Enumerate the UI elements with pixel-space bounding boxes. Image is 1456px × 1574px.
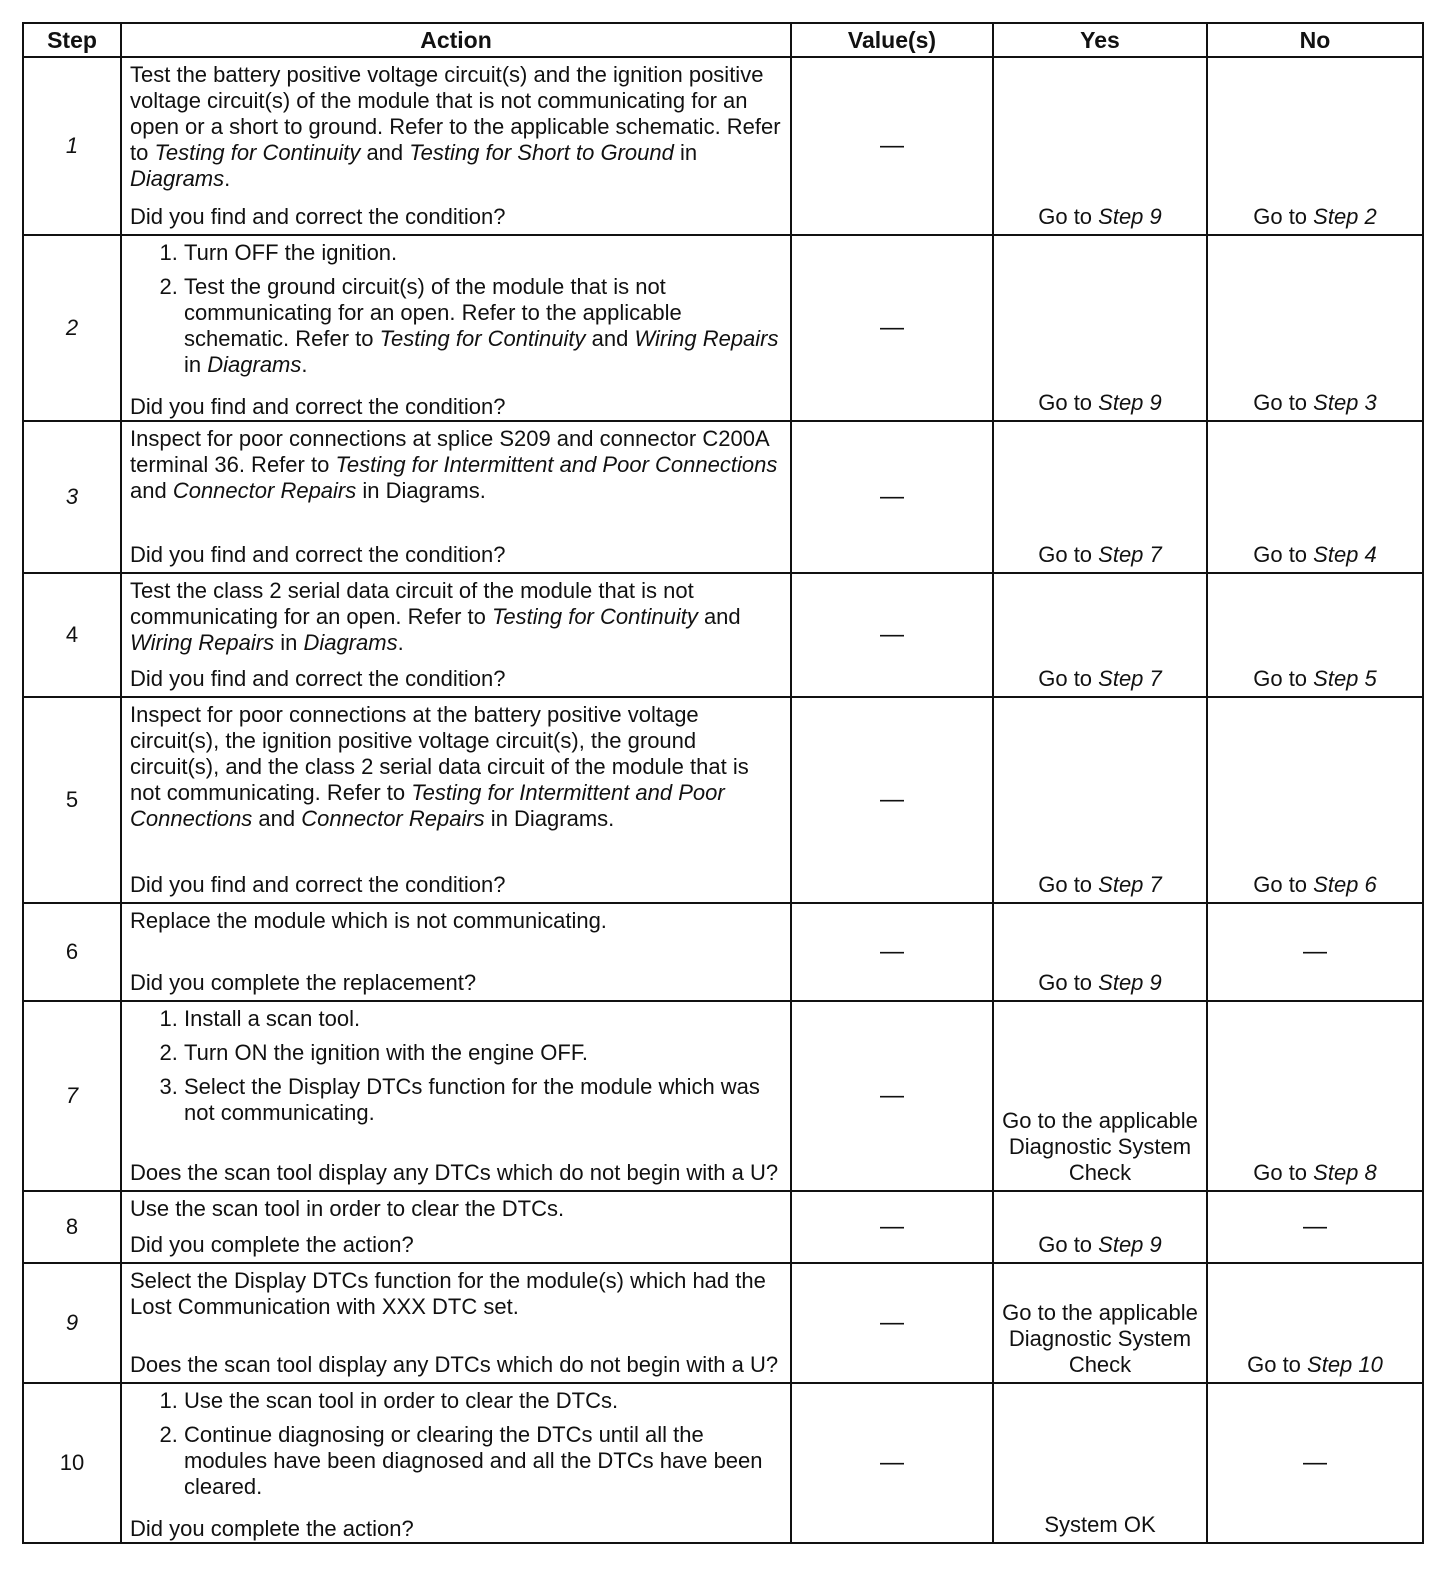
- table-row: [23, 1263, 1423, 1383]
- text: and: [360, 140, 410, 165]
- action-cell: [121, 697, 791, 903]
- diagnostic-table: [22, 22, 1424, 1544]
- action-question: [130, 394, 784, 420]
- text: Use the scan tool in order to clear the DTCs.: [130, 1196, 565, 1221]
- step-number: 3: [23, 421, 121, 573]
- text: System OK: [1044, 1512, 1156, 1537]
- step-number: 10: [23, 1383, 121, 1543]
- text: Did you complete the action?: [130, 1232, 414, 1257]
- text: Go to: [1253, 666, 1314, 691]
- yes-cell: [993, 573, 1207, 697]
- action-step-item: [184, 1422, 784, 1500]
- value-cell: —: [791, 1001, 993, 1191]
- action-cell: [121, 1191, 791, 1263]
- text: .: [397, 630, 404, 655]
- italic-text: Testing for Intermittent and Poor Connections: [335, 452, 778, 477]
- text: in: [673, 140, 698, 165]
- italic-text: Step 9: [1098, 204, 1162, 229]
- action-question: [130, 204, 784, 230]
- italic-text: Step 2: [1313, 204, 1377, 229]
- table-row: [23, 903, 1423, 1001]
- header-no: No: [1207, 23, 1423, 57]
- italic-text: Connector Repairs: [172, 478, 357, 503]
- no-cell: [1207, 1001, 1423, 1191]
- yes-cell: [993, 1001, 1207, 1191]
- text: Did you find and correct the condition?: [130, 666, 506, 691]
- table-row: [23, 1383, 1423, 1543]
- text: Did you find and correct the condition?: [130, 542, 506, 567]
- text: Go to: [1038, 666, 1099, 691]
- no-cell: [1207, 57, 1423, 235]
- step-number: 7: [23, 1001, 121, 1191]
- no-cell: [1207, 235, 1423, 421]
- italic-text: Testing for Short to Ground: [409, 140, 674, 165]
- text: Select the Display DTCs function for the module(s) which had the Lost Communication with XXX DTC set.: [130, 1268, 766, 1319]
- italic-text: Step 6: [1313, 872, 1377, 897]
- action-cell: [121, 57, 791, 235]
- action-instruction: [130, 62, 784, 192]
- text: Replace the module which is not communicating.: [130, 908, 607, 933]
- text: in Diagrams.: [484, 806, 615, 831]
- text: Did you complete the action?: [130, 1516, 414, 1541]
- text: Test the ground circuit(s) of the module that is not communicating for an open. Refer to the applicable schematic. Refer to: [184, 274, 682, 351]
- italic-text: Step 5: [1313, 666, 1377, 691]
- diagnostic-table-page: [22, 22, 1422, 1544]
- italic-text: Diagrams: [130, 166, 225, 191]
- text: Go to: [1253, 204, 1314, 229]
- italic-text: Step 9: [1098, 970, 1162, 995]
- text: Go to: [1247, 1352, 1308, 1377]
- table-row: [23, 421, 1423, 573]
- action-cell: [121, 1001, 791, 1191]
- text: Test the battery positive voltage circuit(s) and the ignition positive voltage circuit(s) of the module that is not communicating for an open or a short to ground. Refer to the applicable schematic. Refer to: [130, 62, 781, 165]
- table-row: [23, 1001, 1423, 1191]
- header-values: Value(s): [791, 23, 993, 57]
- text: and: [585, 326, 635, 351]
- table-body: [23, 57, 1423, 1543]
- yes-cell: [993, 1263, 1207, 1383]
- text: Install a scan tool.: [184, 1006, 361, 1031]
- action-question: [130, 872, 784, 898]
- text: Continue diagnosing or clearing the DTCs until all the modules have been diagnosed and all the DTCs have been cleared.: [184, 1422, 763, 1499]
- text: Go to: [1038, 542, 1099, 567]
- italic-text: Step 3: [1313, 390, 1377, 415]
- italic-text: Step 7: [1098, 542, 1162, 567]
- step-number: 1: [23, 57, 121, 235]
- text: Did you find and correct the condition?: [130, 204, 506, 229]
- text: Turn OFF the ignition.: [184, 240, 398, 265]
- text: Did you find and correct the condition?: [130, 394, 506, 419]
- text: Did you complete the replacement?: [130, 970, 477, 995]
- action-cell: [121, 421, 791, 573]
- value-cell: —: [791, 903, 993, 1001]
- text: Go to: [1038, 204, 1099, 229]
- action-question: [130, 1352, 784, 1378]
- action-instruction: [130, 702, 784, 832]
- action-step-item: [184, 1388, 784, 1414]
- yes-cell: [993, 421, 1207, 573]
- header-row: [23, 23, 1423, 57]
- italic-text: Step 9: [1098, 1232, 1162, 1257]
- table-row: [23, 57, 1423, 235]
- action-cell: [121, 573, 791, 697]
- no-cell: [1207, 421, 1423, 573]
- table-row: [23, 697, 1423, 903]
- action-instruction: [130, 1196, 784, 1222]
- value-cell: —: [791, 1191, 993, 1263]
- text: in Diagrams.: [356, 478, 486, 503]
- italic-text: Testing for Continuity: [154, 140, 361, 165]
- value-cell: —: [791, 421, 993, 573]
- italic-text: Connector Repairs: [301, 806, 485, 831]
- value-cell: —: [791, 573, 993, 697]
- action-step-item: [184, 1074, 784, 1126]
- text: Does the scan tool display any DTCs which do not begin with a U?: [130, 1160, 779, 1185]
- text: Use the scan tool in order to clear the DTCs.: [184, 1388, 619, 1413]
- italic-text: Step 9: [1098, 390, 1162, 415]
- italic-text: Step 8: [1313, 1160, 1377, 1185]
- text: Go to: [1038, 872, 1099, 897]
- no-cell: —: [1207, 903, 1423, 1001]
- italic-text: Testing for Continuity: [379, 326, 586, 351]
- step-number: 6: [23, 903, 121, 1001]
- action-question: [130, 970, 784, 996]
- no-cell: [1207, 573, 1423, 697]
- table-row: [23, 573, 1423, 697]
- yes-cell: [993, 1191, 1207, 1263]
- text: Does the scan tool display any DTCs which do not begin with a U?: [130, 1352, 779, 1377]
- action-instruction: [130, 908, 784, 934]
- step-number: 4: [23, 573, 121, 697]
- action-question: [130, 542, 784, 568]
- text: Inspect for poor connections at splice S209 and connector C200A terminal 36. Refer to: [130, 426, 769, 477]
- step-number: 2: [23, 235, 121, 421]
- text: Go to: [1253, 390, 1314, 415]
- action-instruction: [130, 578, 784, 656]
- text: Did you find and correct the condition?: [130, 872, 506, 897]
- step-number: 5: [23, 697, 121, 903]
- text: Test the class 2 serial data circuit of the module that is not communicating for an open. Refer to: [130, 578, 694, 629]
- action-question: [130, 1516, 784, 1542]
- yes-cell: [993, 235, 1207, 421]
- action-cell: [121, 235, 791, 421]
- action-cell: [121, 1263, 791, 1383]
- action-instruction: [130, 426, 784, 504]
- text: and: [252, 806, 302, 831]
- action-step-item: [184, 1040, 784, 1066]
- text: in: [184, 352, 208, 377]
- text: Turn ON the ignition with the engine OFF.: [184, 1040, 588, 1065]
- header-yes: Yes: [993, 23, 1207, 57]
- action-step-item: [184, 240, 784, 266]
- action-step-item: [184, 274, 784, 378]
- text: Go to: [1038, 970, 1099, 995]
- no-cell: —: [1207, 1191, 1423, 1263]
- text: Go to: [1253, 1160, 1314, 1185]
- text: .: [301, 352, 308, 377]
- text: Go to: [1038, 390, 1099, 415]
- text: Go to: [1038, 1232, 1099, 1257]
- action-question: [130, 666, 784, 692]
- value-cell: —: [791, 1263, 993, 1383]
- italic-text: Wiring Repairs: [634, 326, 779, 351]
- italic-text: Step 7: [1098, 666, 1162, 691]
- value-cell: —: [791, 697, 993, 903]
- step-number: 9: [23, 1263, 121, 1383]
- italic-text: Step 4: [1313, 542, 1377, 567]
- no-cell: —: [1207, 1383, 1423, 1543]
- action-step-item: [184, 1006, 784, 1032]
- table-row: [23, 235, 1423, 421]
- action-steps-list: [130, 1388, 784, 1500]
- italic-text: Wiring Repairs: [130, 630, 275, 655]
- text: and: [130, 478, 173, 503]
- value-cell: —: [791, 1383, 993, 1543]
- step-number: 8: [23, 1191, 121, 1263]
- italic-text: Diagrams: [303, 630, 398, 655]
- text: .: [224, 166, 231, 191]
- yes-cell: [993, 697, 1207, 903]
- italic-text: Testing for Intermittent and Poor Connections: [130, 780, 725, 831]
- italic-text: Diagrams: [207, 352, 302, 377]
- action-steps-list: [130, 1006, 784, 1126]
- header-action: Action: [121, 23, 791, 57]
- action-instruction: [130, 1268, 784, 1320]
- action-steps-list: [130, 240, 784, 378]
- text: Select the Display DTCs function for the module which was not communicating.: [184, 1074, 760, 1125]
- text: Inspect for poor connections at the battery positive voltage circuit(s), the ignition positive voltage circuit(s), the ground circuit(s), and the class 2 serial data circuit of the module that is not communicating. Refer to: [130, 702, 749, 805]
- text: Go to: [1253, 872, 1314, 897]
- yes-cell: [993, 57, 1207, 235]
- text: Go to the applicable Diagnostic System Check: [1002, 1300, 1198, 1377]
- action-question: [130, 1160, 784, 1186]
- header-step: Step: [23, 23, 121, 57]
- no-cell: [1207, 1263, 1423, 1383]
- italic-text: Step 10: [1307, 1352, 1383, 1377]
- table-row: [23, 1191, 1423, 1263]
- no-cell: [1207, 697, 1423, 903]
- yes-cell: [993, 903, 1207, 1001]
- action-question: [130, 1232, 784, 1258]
- action-cell: [121, 1383, 791, 1543]
- action-cell: [121, 903, 791, 1001]
- yes-cell: [993, 1383, 1207, 1543]
- text: in: [274, 630, 304, 655]
- text: Go to: [1253, 542, 1314, 567]
- value-cell: —: [791, 57, 993, 235]
- italic-text: Step 7: [1098, 872, 1162, 897]
- value-cell: —: [791, 235, 993, 421]
- text: and: [697, 604, 741, 629]
- text: Go to the applicable Diagnostic System Check: [1002, 1108, 1198, 1185]
- italic-text: Testing for Continuity: [491, 604, 698, 629]
